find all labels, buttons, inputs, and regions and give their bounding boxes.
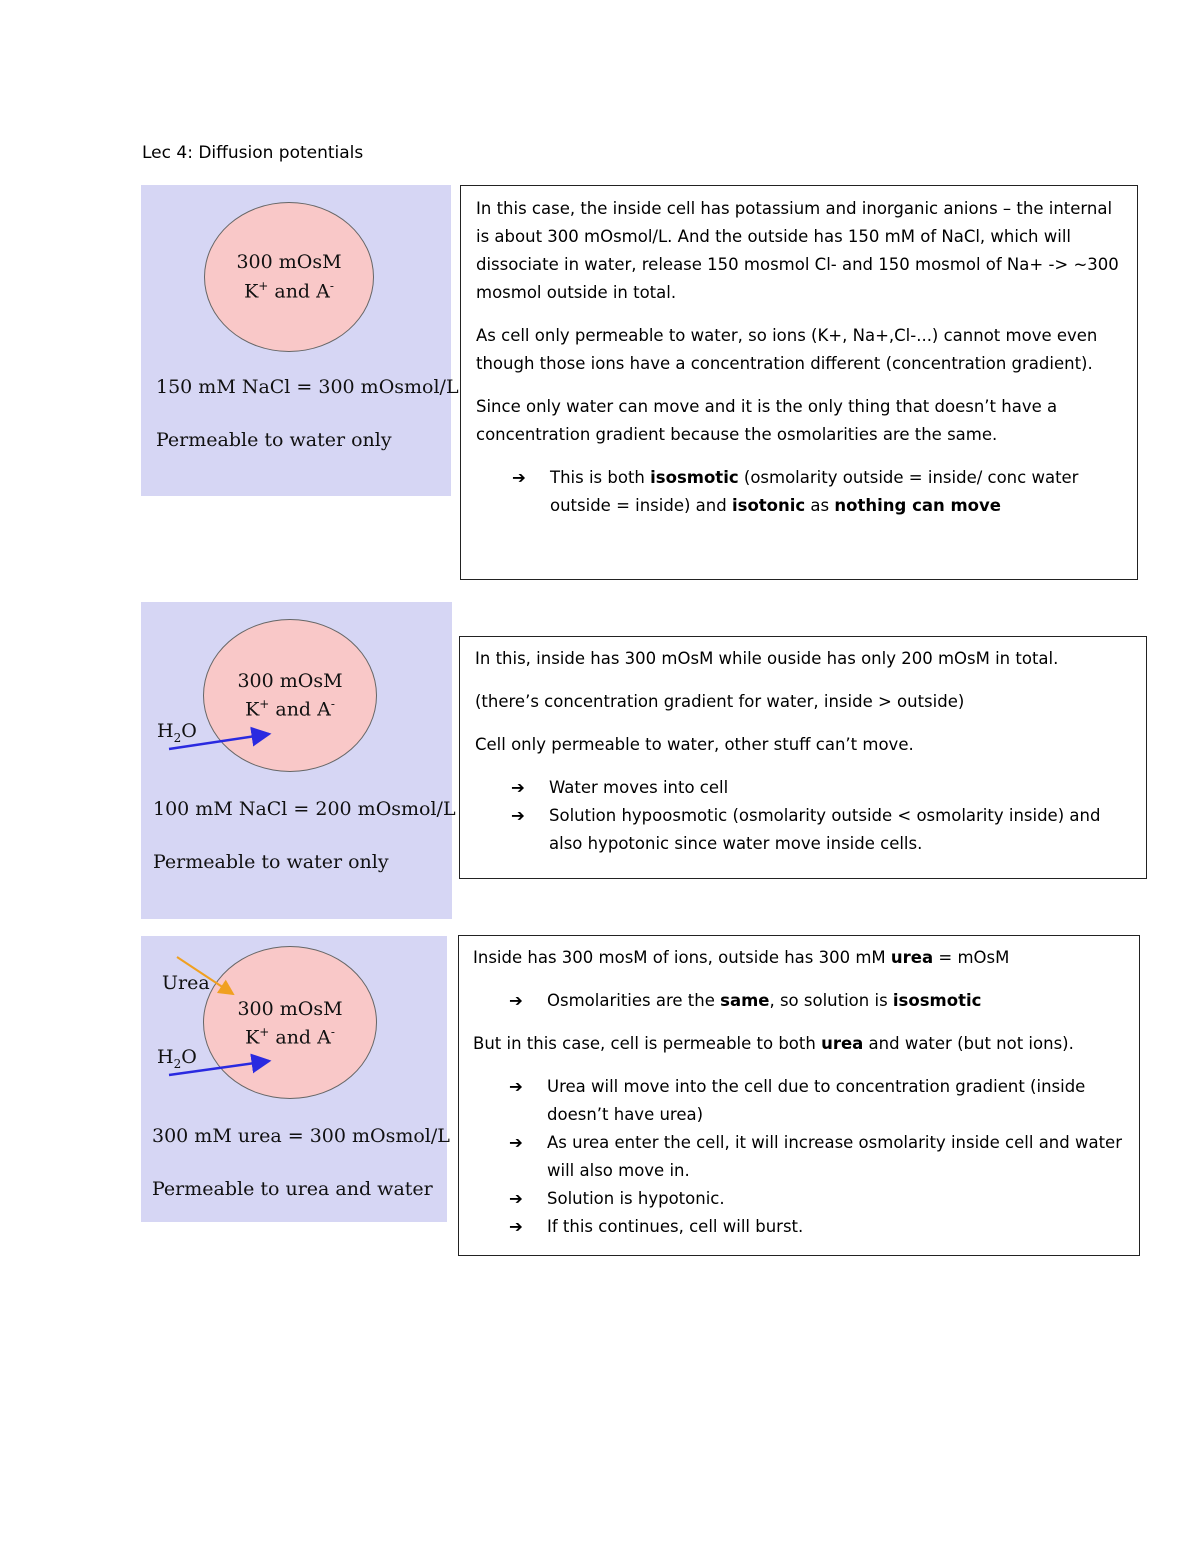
- note-paragraph: (there’s concentration gradient for water, inside > outside): [475, 692, 965, 711]
- arrow-icon: ➔: [509, 1217, 523, 1236]
- arrow-icon: ➔: [509, 991, 523, 1010]
- note-bullet: [473, 987, 1123, 1015]
- arrow-icon: ➔: [511, 778, 525, 797]
- note-bullet-text: Solution is hypotonic.: [547, 1189, 725, 1208]
- note-bullet-text: As urea enter the cell, it will increase osmolarity inside cell and water will also move in.: [547, 1133, 1122, 1180]
- note-paragraph: Since only water can move and it is the only thing that doesn’t have a concentration gradient because the osmolarities are the same.: [476, 397, 1058, 444]
- page-title: Lec 4: Diffusion potentials: [142, 143, 364, 163]
- note-bullet: [473, 1213, 1123, 1241]
- permeability-label: Permeable to water only: [156, 429, 392, 451]
- urea-label: Urea: [162, 972, 210, 994]
- note-paragraph: As cell only permeable to water, so ions (K+, Na+,Cl-...) cannot move even though those ions have a concentration different (concentration gradient).: [476, 326, 1098, 373]
- arrow-icon: ➔: [509, 1133, 523, 1152]
- note-bullet: [475, 774, 1130, 802]
- note-bullet: [473, 1185, 1123, 1213]
- arrow-icon: ➔: [509, 1077, 523, 1096]
- note-box-hypoosmotic: [459, 636, 1147, 879]
- note-bullet: [475, 802, 1130, 858]
- note-bullet: [473, 1129, 1123, 1185]
- arrow-icon: ➔: [509, 1189, 523, 1208]
- outside-solution-equation: 100 mM NaCl = 200 mOsmol/L: [153, 798, 456, 820]
- diagram-isosmotic-nacl: [141, 185, 459, 496]
- diagram-urea: [141, 936, 450, 1222]
- cell-ions-label: K+ and A-: [245, 1025, 335, 1049]
- cell-ions-label: K+ and A-: [244, 279, 334, 303]
- note-bullet-text: Solution hypoosmotic (osmolarity outside < osmolarity inside) and also hypotonic since water move inside cells.: [549, 806, 1101, 853]
- cell-osmolarity-label: 300 mOsM: [237, 670, 343, 692]
- note-box-urea: [458, 935, 1140, 1256]
- permeability-label: Permeable to urea and water: [152, 1178, 433, 1200]
- note-box-isosmotic: [460, 185, 1138, 580]
- permeability-label: Permeable to water only: [153, 851, 389, 873]
- cell-osmolarity-label: 300 mOsM: [236, 251, 342, 273]
- water-label: $H_2O$: [157, 720, 197, 745]
- note-paragraph: But in this case, cell is permeable to both urea and water (but not ions).: [473, 1034, 1074, 1053]
- note-bullet: [476, 464, 1121, 520]
- water-label: $H_2O$: [157, 1046, 197, 1071]
- note-bullet-text: Urea will move into the cell due to concentration gradient (inside doesn’t have urea): [547, 1077, 1086, 1124]
- note-paragraph: Inside has 300 mosM of ions, outside has 300 mM urea = mOsM: [473, 948, 1010, 967]
- note-bullet: [473, 1073, 1123, 1129]
- note-paragraph: In this case, the inside cell has potassium and inorganic anions – the internal is about 300 mOsmol/L. And the outside has 150 mM of NaCl, which will dissociate in water, release 150 mosmol Cl- and 150 mosmol of Na+ -> ~300 mosmol outside in total.: [476, 199, 1119, 302]
- cell-ions-label: K+ and A-: [245, 697, 335, 721]
- cell-circle: [204, 202, 374, 352]
- arrow-icon: ➔: [512, 468, 526, 487]
- outside-solution-equation: 150 mM NaCl = 300 mOsmol/L: [156, 376, 459, 398]
- note-bullet-text: If this continues, cell will burst.: [547, 1217, 804, 1236]
- outside-solution-equation: 300 mM urea = 300 mOsmol/L: [152, 1125, 450, 1147]
- note-paragraph: Cell only permeable to water, other stuff can’t move.: [475, 735, 914, 754]
- note-bullet-text: Osmolarities are the same, so solution is isosmotic: [547, 991, 982, 1010]
- arrow-icon: ➔: [511, 806, 525, 825]
- cell-osmolarity-label: 300 mOsM: [237, 998, 343, 1020]
- note-paragraph: In this, inside has 300 mOsM while ouside has only 200 mOsM in total.: [475, 649, 1059, 668]
- note-bullet-text: This is both isosmotic (osmolarity outside = inside/ conc water outside = inside) and isotonic as nothing can move: [550, 468, 1079, 515]
- note-bullet-text: Water moves into cell: [549, 778, 729, 797]
- diagram-hypoosmotic-nacl: [141, 602, 456, 919]
